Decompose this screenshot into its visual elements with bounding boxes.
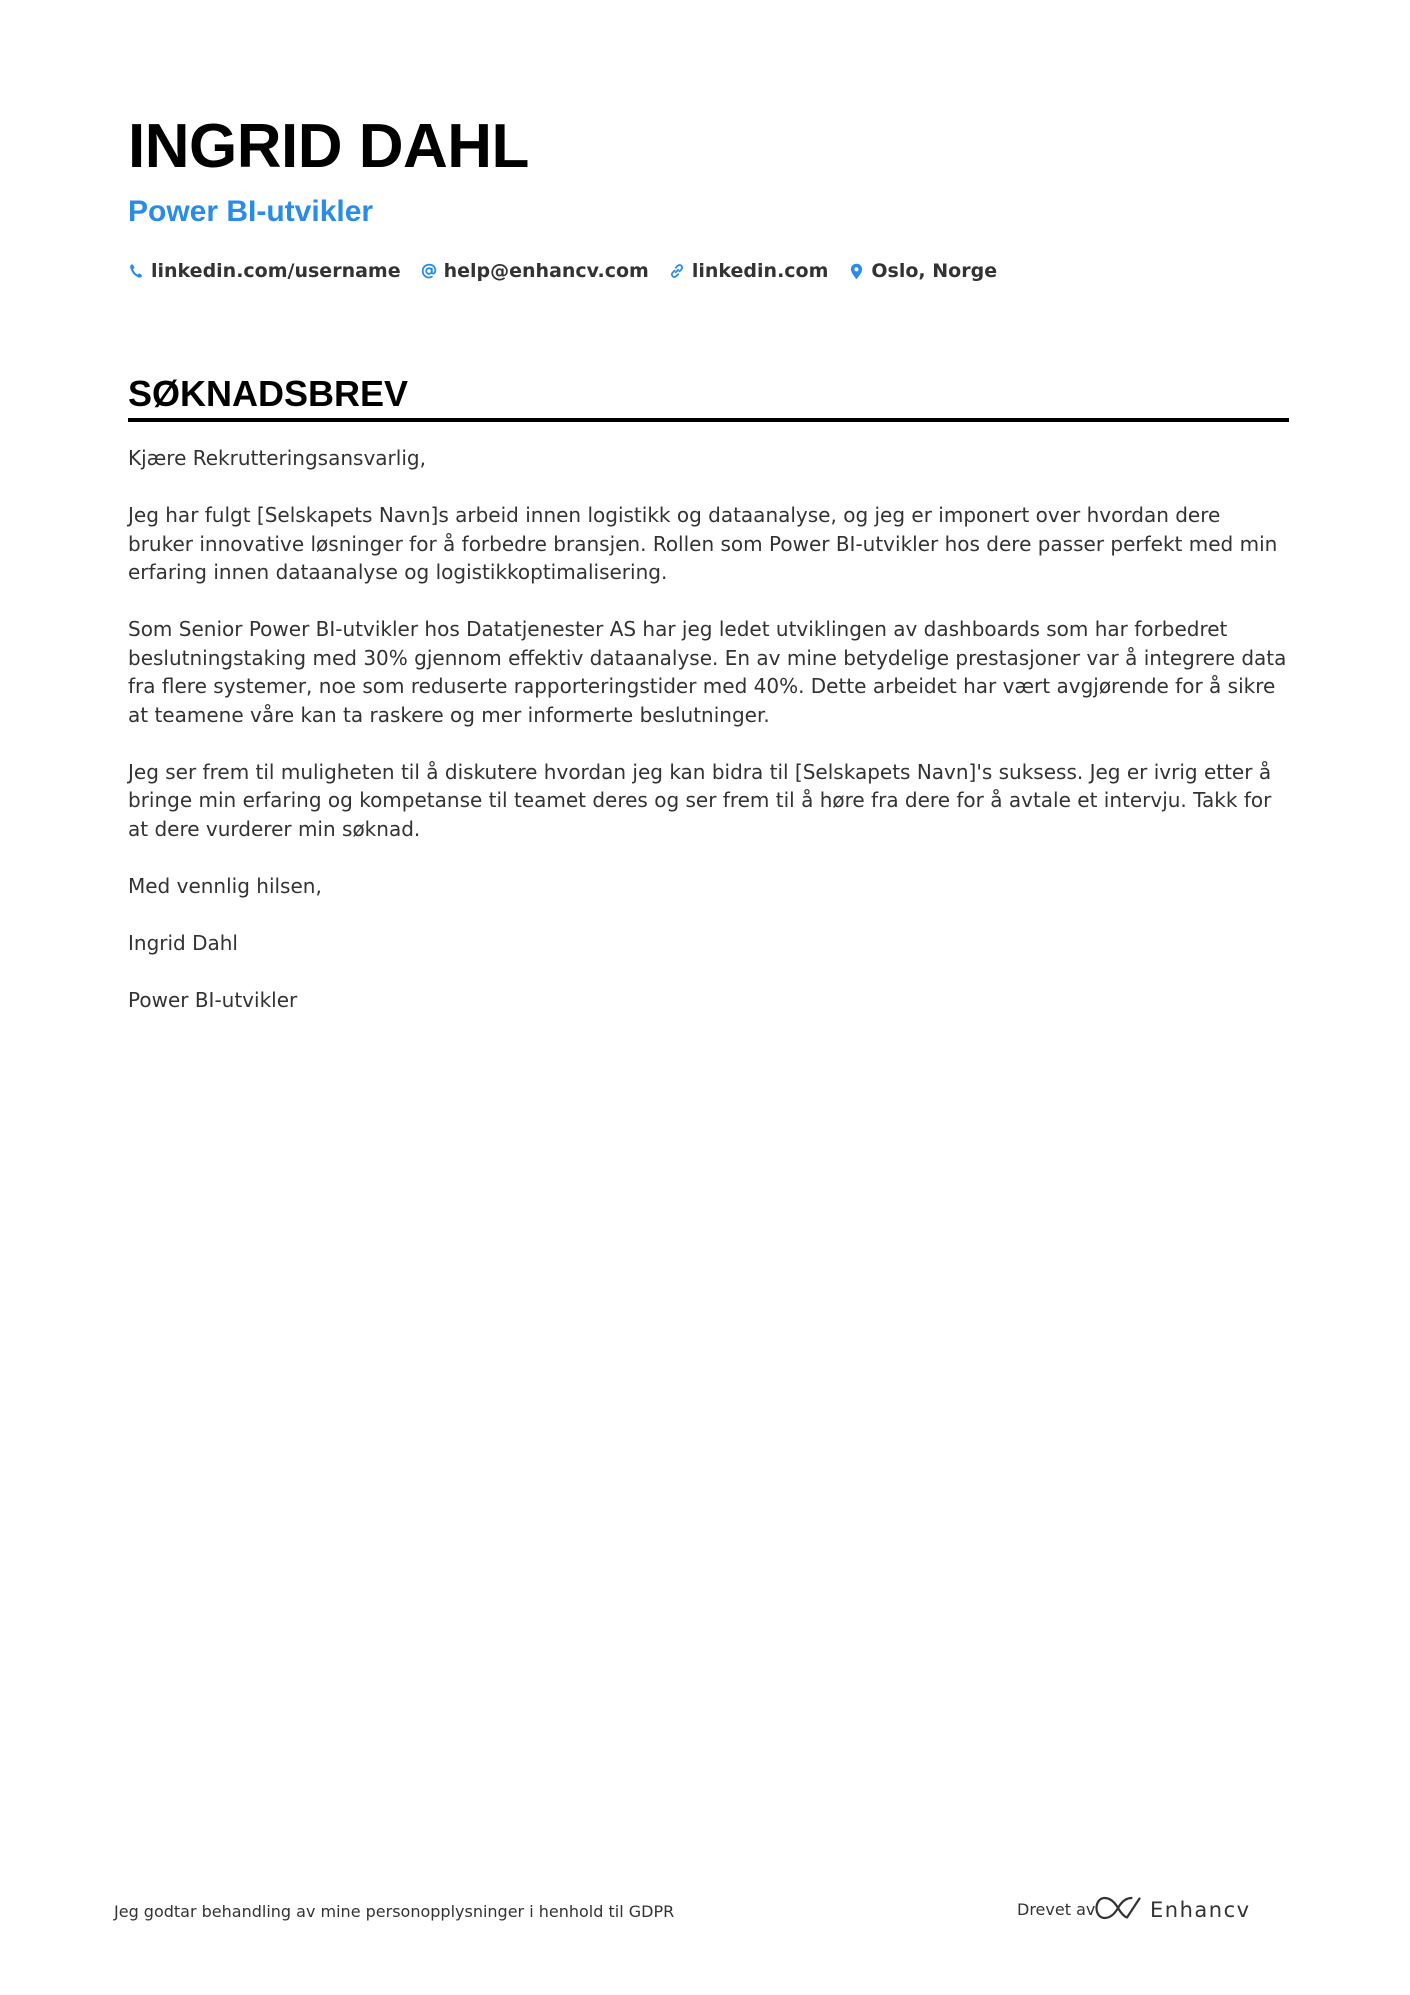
letter-greeting: Kjære Rekrutteringsansvarlig, [128,446,426,470]
applicant-name: INGRID DAHL [128,112,529,181]
contact-email[interactable] [421,260,649,282]
phone-icon [128,261,144,281]
location-pin-icon [848,261,864,281]
applicant-role: Power BI-utvikler [128,195,374,228]
section-divider [128,418,1289,422]
link-icon [669,261,685,281]
contact-bar [128,254,1289,288]
contact-link-text: linkedin.com [691,260,829,282]
letter-paragraph: Som Senior Power BI-utvikler hos Datatjenester AS har jeg ledet utviklingen av dashboards som har forbedret beslutningstaking med 30% gjennom effektiv dataanalyse. En av mine betydelige prestasjoner var å integrere data fra flere systemer, noe som reduserte rapporteringstider med 40%. Dette arbeidet har vært avgjørende for å sikre at teamene våre kan ta raskere og mer informerte beslutninger. [128,617,1287,727]
signature-name: Ingrid Dahl [128,930,238,955]
contact-phone-text: linkedin.com/username [151,260,401,282]
signature-title: Power BI-utvikler [128,987,298,1012]
gdpr-consent-text: Jeg godtar behandling av mine personopplysninger i henhold til GDPR [114,1902,675,1921]
powered-by-label: Drevet av [1017,1900,1096,1919]
enhancv-brand-link[interactable] [1094,1892,1251,1928]
enhancv-brand-name: Enhancv [1150,1898,1251,1922]
at-icon [421,261,437,281]
page-footer [114,1892,1290,1932]
letter-closing: Med vennlig hilsen, [128,873,322,898]
enhancv-logo-icon [1094,1895,1142,1926]
contact-link[interactable] [669,260,829,282]
letter-paragraph: Jeg har fulgt [Selskapets Navn]s arbeid innen logistikk og dataanalyse, og jeg er imponert over hvordan dere bruker innovative løsninger for å forbedre bransjen. Rollen som Power BI-utvikler hos dere passer perfekt med min erfaring innen dataanalyse og logistikkoptimalisering. [128,503,1278,584]
contact-phone[interactable] [128,260,401,282]
contact-location [848,260,997,282]
contact-location-text: Oslo, Norge [871,260,998,282]
contact-email-text: help@enhancv.com [443,260,649,282]
cover-letter-page [128,112,1289,1043]
section-title: SØKNADSBREV [128,373,409,414]
letter-paragraph: Jeg ser frem til muligheten til å diskutere hvordan jeg kan bidra til [Selskapets Navn]'s suksess. Jeg er ivrig etter å bringe min erfaring og kompetanse til teamet deres og ser frem til å høre fra dere for å avtale et intervju. Takk for at dere vurderer min søknad. [128,759,1272,841]
letter-body [128,444,1289,1014]
